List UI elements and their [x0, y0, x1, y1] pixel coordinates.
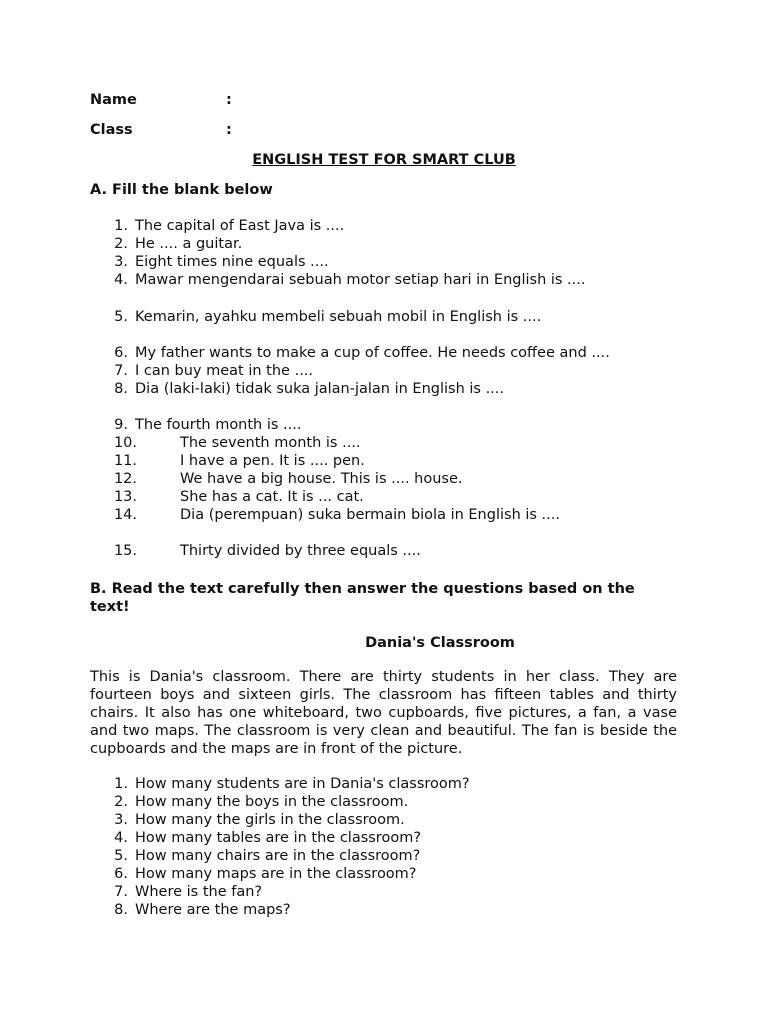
item-text: Eight times nine equals ....: [135, 254, 329, 270]
item-text: Dia (laki-laki) tidak suka jalan-jalan in English is ....: [135, 381, 505, 397]
list-item: [90, 453, 690, 471]
section-a-heading: A. Fill the blank below: [90, 182, 273, 198]
list-item: [90, 489, 690, 507]
question-item: [90, 848, 690, 866]
item-number: 14.: [113, 507, 137, 523]
question-number: 7.: [114, 884, 128, 900]
item-text: Kemarin, ayahku membeli sebuah mobil in English is ....: [135, 309, 542, 325]
item-text: He .... a guitar.: [135, 236, 243, 252]
item-number: 6.: [114, 345, 128, 361]
item-number: 5.: [114, 309, 128, 325]
item-text: Thirty divided by three equals ....: [180, 543, 421, 559]
item-number: 13.: [113, 489, 137, 505]
item-text: The fourth month is ....: [135, 417, 302, 433]
item-number: 2.: [114, 236, 128, 252]
item-text: I have a pen. It is .... pen.: [180, 453, 365, 469]
list-item: [90, 272, 690, 290]
list-item: [90, 309, 690, 327]
item-text: The capital of East Java is ....: [135, 218, 345, 234]
list-item: [90, 363, 690, 381]
question-number: 5.: [114, 848, 128, 864]
question-text: How many chairs are in the classroom?: [135, 848, 421, 864]
item-number: 10.: [113, 435, 137, 451]
story-title: Dania's Classroom: [365, 635, 515, 651]
item-text: The seventh month is ....: [180, 435, 361, 451]
question-text: How many students are in Dania's classroom?: [135, 776, 470, 792]
list-item: [90, 435, 690, 453]
class-label: Class: [90, 122, 133, 138]
item-text: My father wants to make a cup of coffee. He needs coffee and ....: [135, 345, 610, 361]
item-number: 1.: [114, 218, 128, 234]
item-number: 8.: [114, 381, 128, 397]
item-number: 7.: [114, 363, 128, 379]
list-item: [90, 254, 690, 272]
question-item: [90, 884, 690, 902]
question-text: How many the boys in the classroom.: [135, 794, 409, 810]
question-text: Where are the maps?: [135, 902, 291, 918]
list-item: [90, 381, 690, 399]
class-colon: :: [226, 122, 232, 138]
item-text: Mawar mengendarai sebuah motor setiap hari in English is ....: [135, 272, 586, 288]
list-item: [90, 345, 690, 363]
list-item: [90, 417, 690, 435]
question-item: [90, 902, 690, 920]
name-label: Name: [90, 92, 137, 108]
item-number: 15.: [113, 543, 137, 559]
question-number: 6.: [114, 866, 128, 882]
reading-paragraph: This is Dania's classroom. There are thirty students in her class. They are fourteen boys and sixteen girls. The classroom has fifteen tables and thirty chairs. It also has one whiteboard, two cupboards, five pictures, a fan, a vase and two maps. The classroom is very clean and beautiful. The fan is beside the cupboards and the maps are in front of the picture.: [90, 669, 677, 758]
question-text: How many maps are in the classroom?: [135, 866, 417, 882]
question-item: [90, 794, 690, 812]
item-number: 4.: [114, 272, 128, 288]
item-number: 11.: [113, 453, 137, 469]
question-item: [90, 830, 690, 848]
item-text: Dia (perempuan) suka bermain biola in English is ....: [180, 507, 560, 523]
question-text: How many tables are in the classroom?: [135, 830, 422, 846]
list-item: [90, 507, 690, 525]
list-item: [90, 471, 690, 489]
item-number: 12.: [113, 471, 137, 487]
item-text: She has a cat. It is ... cat.: [180, 489, 364, 505]
question-number: 3.: [114, 812, 128, 828]
test-title: ENGLISH TEST FOR SMART CLUB: [252, 152, 516, 168]
item-text: I can buy meat in the ....: [135, 363, 314, 379]
question-number: 2.: [114, 794, 128, 810]
question-text: How many the girls in the classroom.: [135, 812, 405, 828]
question-item: [90, 866, 690, 884]
list-item: [90, 543, 690, 561]
list-item: [90, 236, 690, 254]
question-text: Where is the fan?: [135, 884, 263, 900]
list-item: [90, 218, 690, 236]
question-number: 4.: [114, 830, 128, 846]
item-number: 3.: [114, 254, 128, 270]
item-text: We have a big house. This is .... house.: [180, 471, 463, 487]
question-item: [90, 812, 690, 830]
name-colon: :: [226, 92, 232, 108]
question-item: [90, 776, 690, 794]
question-number: 8.: [114, 902, 128, 918]
section-b-heading: B. Read the text carefully then answer the questions based on the text!: [90, 581, 635, 615]
item-number: 9.: [114, 417, 128, 433]
question-number: 1.: [114, 776, 128, 792]
